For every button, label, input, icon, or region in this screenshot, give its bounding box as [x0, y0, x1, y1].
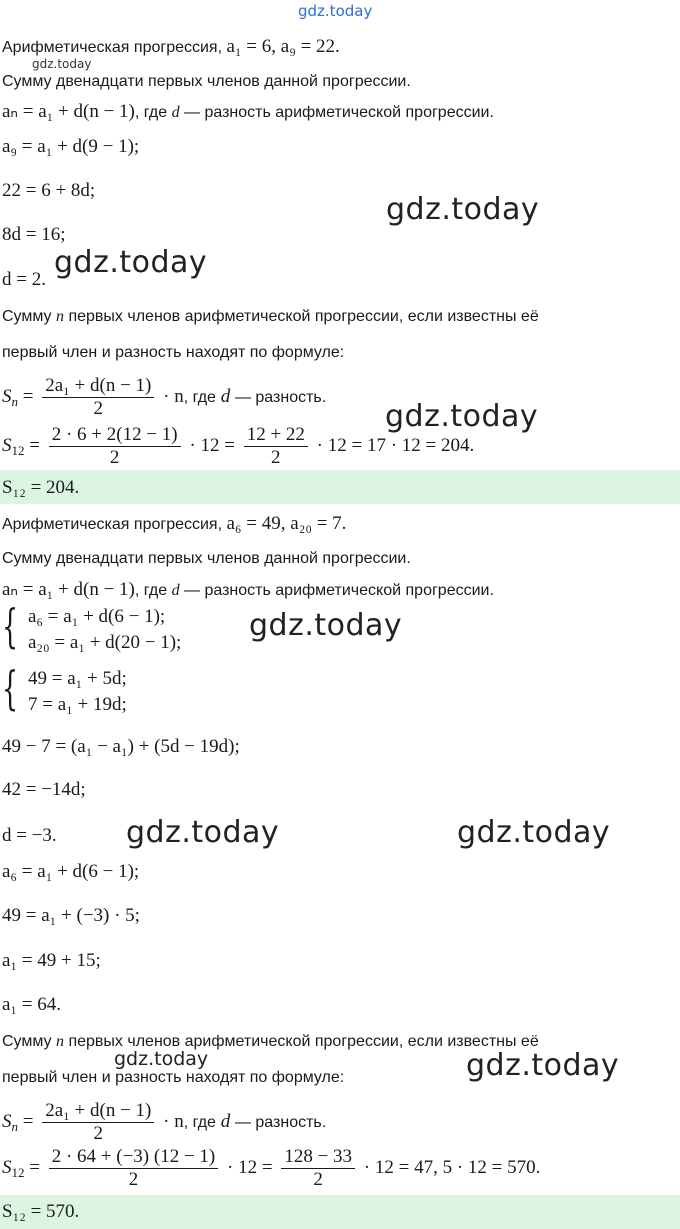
watermark: gdz.today: [114, 1048, 209, 1070]
watermark: gdz.today: [457, 815, 611, 850]
where-word: , где: [134, 582, 168, 599]
watermark-top: gdz.today: [298, 2, 373, 20]
answer-highlight: [0, 470, 680, 504]
d-symbol: d: [220, 385, 231, 407]
sn-fraction: [42, 375, 154, 420]
sn-formula: $S_n$ = $\frac{\text{2a₁ + d(n − 1)}}{2}$ · n, где d — разность.: [2, 1100, 327, 1144]
equation-a1-sum: a₁ = 49 + 15;: [2, 950, 101, 971]
calc-fraction-1: [49, 1146, 219, 1191]
difference-word: — разность.: [234, 1113, 327, 1131]
calc-denominator: 2: [313, 1169, 323, 1190]
equation-22: 22 = 6 + 8d;: [2, 180, 96, 201]
watermark: gdz.today: [54, 245, 208, 280]
watermark-small: gdz.today: [32, 57, 92, 71]
system-2-eq-1: 49 = a₁ + 5d;: [28, 668, 127, 689]
given-values: a₁ = 6, a₉ = 22.: [226, 36, 340, 57]
system-brace: {: [2, 661, 19, 715]
problem-2-task: Сумму двенадцати первых членов данной прогрессии.: [2, 550, 411, 567]
sum-text: Сумму: [2, 308, 52, 325]
s12-calculation: $S_{12}$ = $\frac{2 \cdot 6 + 2(12 - 1)}{2}$ · 12 = $\frac{12 + 22}{2}$ · 12 = 17 · 12 = 204.: [2, 424, 475, 468]
equation-subtract: 49 − 7 = (a₁ − a₁) + (5d − 19d);: [2, 736, 240, 757]
calc-fraction-2: [244, 424, 308, 469]
problem-2-statement: [2, 513, 346, 535]
equation-8d: 8d = 16;: [2, 224, 66, 245]
calc-numerator: 12 + 22: [244, 424, 308, 447]
equation-42: 42 = −14d;: [2, 779, 86, 800]
d-symbol: d: [171, 104, 180, 121]
formula-description: — разность арифметической прогрессии.: [184, 104, 494, 121]
calc-result: · 12 = 17 · 12 = 204.: [316, 434, 475, 456]
answer-1: S₁₂ = 204.: [2, 477, 80, 498]
equation-a9: a₉ = a₁ + d(9 − 1);: [2, 136, 140, 157]
watermark: gdz.today: [249, 608, 403, 643]
an-formula: aₙ = a₁ + d(n − 1): [2, 579, 135, 600]
watermark: gdz.today: [385, 399, 539, 434]
calc-denominator: 2: [128, 1169, 139, 1190]
calc-numerator: 2 · 64 + (−3) (12 − 1): [49, 1146, 219, 1169]
an-formula: aₙ = a₁ + d(n − 1): [2, 101, 135, 122]
an-formula-line: [2, 579, 494, 601]
equation-d: d = −3.: [2, 825, 57, 846]
watermark: gdz.today: [386, 192, 540, 227]
n-symbol: n: [56, 1033, 65, 1050]
where-word: , где: [134, 104, 168, 121]
where-word: , где: [183, 1113, 216, 1131]
watermark: gdz.today: [126, 815, 280, 850]
d-symbol: d: [220, 1110, 231, 1132]
system-1-eq-1: a₆ = a₁ + d(6 − 1);: [28, 606, 166, 627]
sn-tail: · n: [163, 385, 184, 407]
calc-numerator: 128 − 33: [281, 1146, 355, 1169]
given-values: a₆ = 49, a₂₀ = 7.: [226, 513, 347, 534]
sum-text: первых членов арифметической прогрессии, если известны её: [68, 1033, 539, 1050]
sn-fraction: [42, 1100, 154, 1145]
sum-formula-intro: [2, 307, 539, 327]
sum-text: первых членов арифметической прогрессии, если известны её: [68, 308, 539, 325]
statement-label: Арифметическая прогрессия,: [2, 39, 223, 56]
calc-fraction-2: [281, 1146, 355, 1191]
sum-formula-intro: [2, 1032, 539, 1052]
sum-formula-intro-2: первый член и разность находят по формуле:: [2, 344, 345, 361]
sum-text: Сумму: [2, 1033, 52, 1050]
sn-numerator: 2a₁ + d(n − 1): [42, 375, 154, 398]
sum-formula-intro-2: первый член и разность находят по формуле:: [2, 1069, 345, 1086]
answer-highlight: [0, 1195, 680, 1229]
answer-2: S₁₂ = 570.: [2, 1201, 80, 1222]
equation-a6: a₆ = a₁ + d(6 − 1);: [2, 861, 140, 882]
d-symbol: d: [171, 582, 180, 599]
equation-a1: a₁ = 64.: [2, 994, 62, 1015]
system-1-eq-2: a₂₀ = a₁ + d(20 − 1);: [28, 632, 182, 653]
formula-description: — разность арифметической прогрессии.: [184, 582, 494, 599]
sn-tail: · n: [163, 1110, 184, 1132]
where-word: , где: [183, 388, 216, 406]
sn-formula: $S_n$ = $\frac{\text{2a₁ + d(n − 1)}}{2}$ · n, где d — разность.: [2, 375, 327, 419]
equation-d: d = 2.: [2, 269, 46, 290]
difference-word: — разность.: [234, 388, 327, 406]
calc-denominator: 2: [109, 447, 120, 468]
problem-1-task: Сумму двенадцати первых членов данной прогрессии.: [2, 73, 411, 90]
equation-49: 49 = a₁ + (−3) · 5;: [2, 905, 140, 926]
s12-calculation: $S_{12}$ = $\frac{2 \cdot 64 + (-3) (12 - 1)}{2}$ · 12 = $\frac{128 - 33}{2}$ · 12 = 47, 5 · 12 = 570.: [2, 1146, 541, 1190]
calc-result: · 12 = 47, 5 · 12 = 570.: [363, 1156, 541, 1178]
system-2-eq-2: 7 = a₁ + 19d;: [28, 694, 127, 715]
watermark: gdz.today: [466, 1048, 620, 1083]
calc-numerator: 2 · 6 + 2(12 − 1): [49, 424, 181, 447]
calc-fraction-1: [49, 424, 181, 469]
system-brace: {: [2, 599, 19, 653]
n-symbol: n: [56, 308, 65, 325]
statement-label: Арифметическая прогрессия,: [2, 516, 223, 533]
sn-numerator: 2a₁ + d(n − 1): [42, 1100, 154, 1123]
an-formula-line: [2, 101, 494, 123]
sn-denominator: 2: [93, 1123, 104, 1144]
problem-1-statement: [2, 36, 340, 58]
sn-denominator: 2: [93, 398, 104, 419]
calc-denominator: 2: [271, 447, 281, 468]
